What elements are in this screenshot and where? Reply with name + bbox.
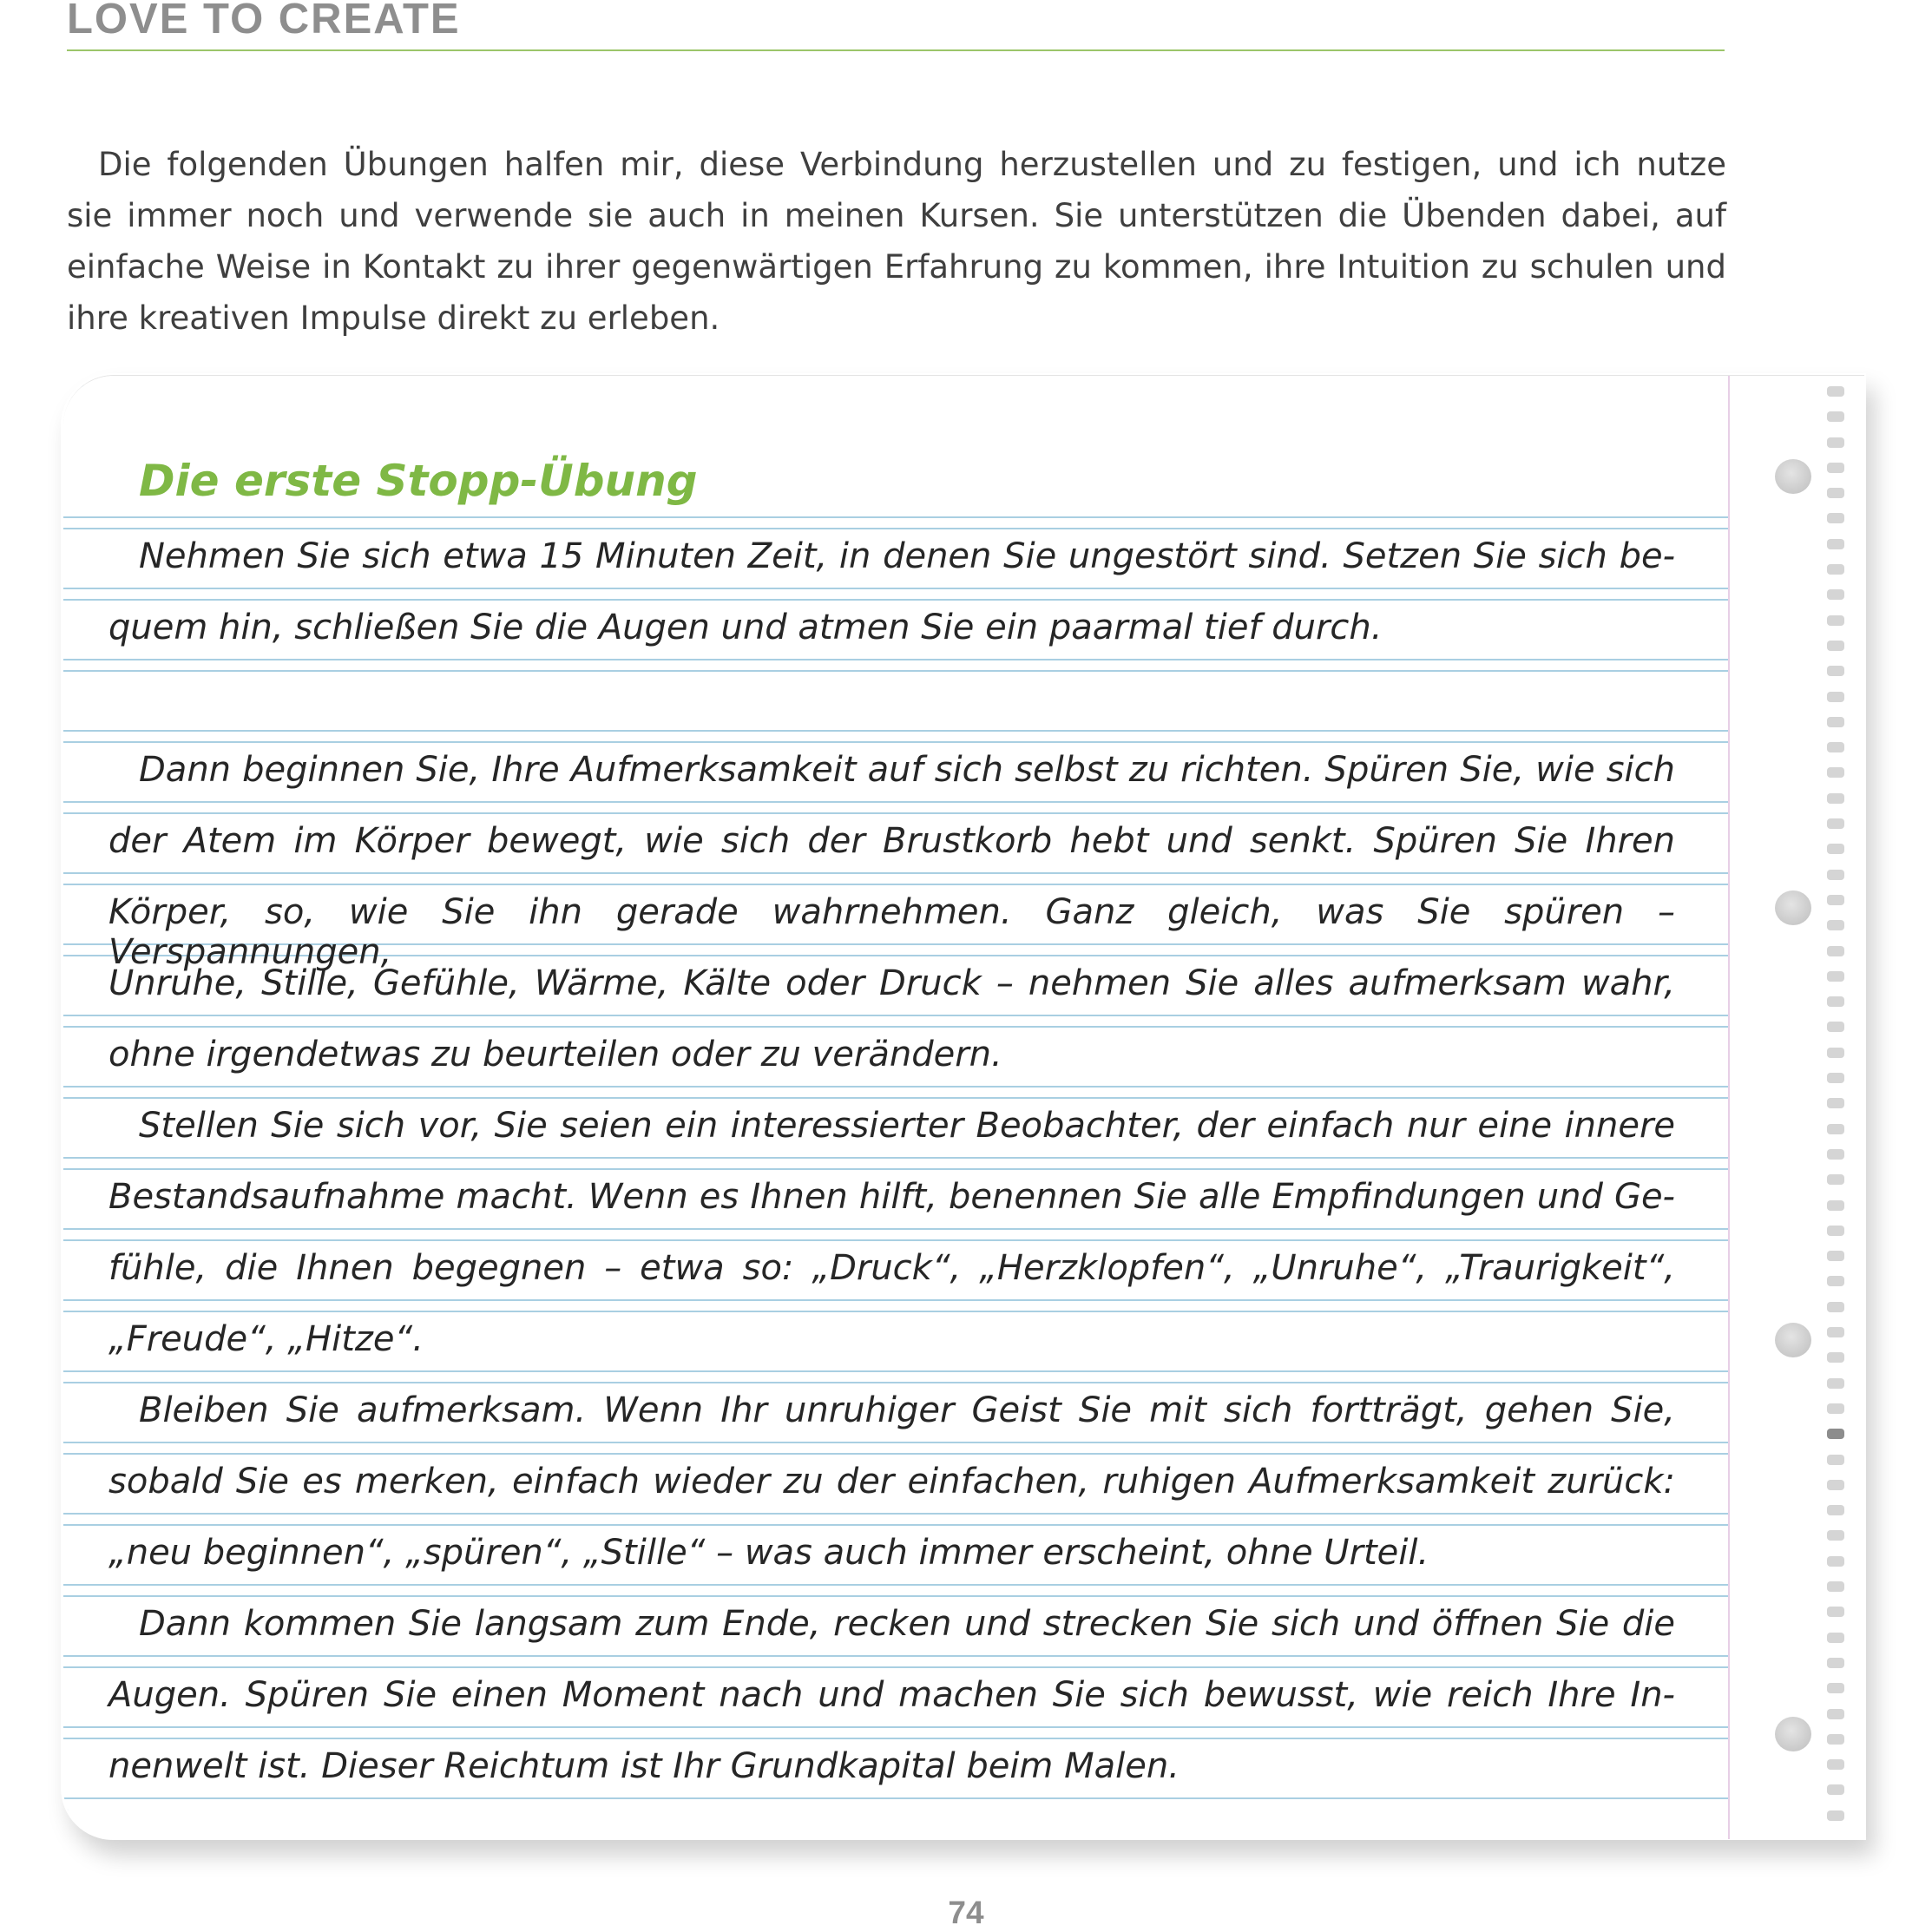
intro-line: ihre kreativen Impulse direkt zu erleben. bbox=[67, 299, 720, 337]
spiral-ring bbox=[1827, 1581, 1844, 1592]
spiral-ring bbox=[1827, 1149, 1844, 1160]
exercise-line: Dann kommen Sie langsam zum Ende, recken und strecken Sie sich und öffnen Sie die bbox=[139, 1604, 1675, 1644]
spiral-ring bbox=[1827, 1302, 1844, 1312]
spiral-ring bbox=[1827, 920, 1844, 930]
spiral-ring bbox=[1827, 1530, 1844, 1541]
spiral-ring bbox=[1827, 1658, 1844, 1668]
spiral-ring bbox=[1827, 564, 1844, 575]
exercise-line: ohne irgendetwas zu beurteilen oder zu verändern. bbox=[108, 1035, 1002, 1074]
spiral-ring bbox=[1827, 1124, 1844, 1134]
spiral-ring bbox=[1827, 1784, 1844, 1795]
exercise-line: Dann beginnen Sie, Ihre Aufmerksamkeit auf sich selbst zu richten. Spüren Sie, wie sich bbox=[139, 750, 1675, 790]
spiral-ring bbox=[1827, 1709, 1844, 1719]
spiral-ring bbox=[1827, 1174, 1844, 1185]
spiral-ring bbox=[1827, 818, 1844, 829]
exercise-line: Nehmen Sie sich etwa 15 Minuten Zeit, in denen Sie ungestört sind. Setzen Sie sich be- bbox=[139, 536, 1675, 576]
exercise-line: fühle, die Ihnen begegnen – etwa so: „Druck“, „Herzklopfen“, „Unruhe“, „Traurigkeit“, bbox=[108, 1248, 1675, 1288]
exercise-line: Bestandsaufnahme macht. Wenn es Ihnen hilft, benennen Sie alle Empfindungen und Ge- bbox=[108, 1177, 1675, 1217]
spiral-ring bbox=[1827, 1048, 1844, 1058]
spiral-ring bbox=[1827, 437, 1844, 448]
spiral-ring bbox=[1827, 1098, 1844, 1108]
spiral-ring bbox=[1827, 971, 1844, 982]
spiral-ring bbox=[1827, 386, 1844, 397]
punch-hole bbox=[1775, 1717, 1811, 1751]
exercise-line: Augen. Spüren Sie einen Moment nach und machen Sie sich bewusst, wie reich Ihre In- bbox=[108, 1675, 1675, 1715]
page-number: 74 bbox=[948, 1895, 984, 1930]
spiral-ring bbox=[1827, 1633, 1844, 1643]
spiral-ring bbox=[1827, 717, 1844, 727]
spiral-ring bbox=[1827, 463, 1844, 473]
spiral-ring bbox=[1827, 1251, 1844, 1261]
header-rule bbox=[67, 49, 1725, 51]
exercise-line: nenwelt ist. Dieser Reichtum ist Ihr Grundkapital beim Malen. bbox=[108, 1746, 1180, 1786]
intro-line: einfache Weise in Kontakt zu ihrer gegenwärtigen Erfahrung zu kommen, ihre Intuition zu schulen und bbox=[67, 248, 1726, 286]
exercise-line: sobald Sie es merken, einfach wieder zu der einfachen, ruhigen Aufmerksamkeit zurück: bbox=[108, 1462, 1675, 1502]
spiral-ring bbox=[1827, 692, 1844, 702]
spiral-ring bbox=[1827, 513, 1844, 523]
spiral-ring bbox=[1827, 488, 1844, 498]
exercise-title: Die erste Stopp-Übung bbox=[139, 456, 698, 506]
spiral-ring bbox=[1827, 1759, 1844, 1770]
spiral-ring bbox=[1827, 793, 1844, 804]
margin-line bbox=[1728, 376, 1730, 1839]
spiral-ring bbox=[1827, 1022, 1844, 1032]
card-bottom bbox=[63, 1804, 1864, 1839]
spiral-ring bbox=[1827, 615, 1844, 626]
spiral-ring bbox=[1827, 844, 1844, 854]
spiral-ring bbox=[1827, 666, 1844, 676]
spiral-ring bbox=[1827, 1073, 1844, 1083]
spiral-ring bbox=[1827, 1480, 1844, 1490]
exercise-line: der Atem im Körper bewegt, wie sich der Brustkorb hebt und senkt. Spüren Sie Ihren bbox=[108, 821, 1675, 861]
spiral-ring bbox=[1827, 1276, 1844, 1286]
spiral-ring bbox=[1827, 1556, 1844, 1567]
spiral-ring bbox=[1827, 1378, 1844, 1389]
spiral-ring bbox=[1827, 767, 1844, 778]
punch-hole bbox=[1775, 1323, 1811, 1357]
exercise-line: Stellen Sie sich vor, Sie seien ein interessierter Beobachter, der einfach nur eine innere bbox=[139, 1106, 1675, 1146]
punch-hole bbox=[1775, 459, 1811, 494]
spiral-ring bbox=[1827, 895, 1844, 905]
spiral-ring bbox=[1827, 411, 1844, 422]
spiral-ring bbox=[1827, 1200, 1844, 1211]
spiral-ring bbox=[1827, 1683, 1844, 1693]
intro-line: sie immer noch und verwende sie auch in meinen Kursen. Sie unterstützen die Übenden dabei, auf bbox=[67, 197, 1726, 234]
spiral-ring bbox=[1827, 1352, 1844, 1363]
exercise-line: Unruhe, Stille, Gefühle, Wärme, Kälte oder Druck – nehmen Sie alles aufmerksam wahr, bbox=[108, 963, 1675, 1003]
spiral-ring bbox=[1827, 1327, 1844, 1337]
spiral-ring bbox=[1827, 996, 1844, 1007]
spiral-ring bbox=[1827, 1455, 1844, 1465]
spiral-ring bbox=[1827, 742, 1844, 752]
intro-paragraph bbox=[67, 139, 1726, 344]
spiral-ring bbox=[1827, 1226, 1844, 1236]
exercise-line: quem hin, schließen Sie die Augen und atmen Sie ein paarmal tief durch. bbox=[108, 608, 1383, 647]
exercise-line: Bleiben Sie aufmerksam. Wenn Ihr unruhiger Geist Sie mit sich fortträgt, gehen Sie, bbox=[139, 1390, 1675, 1430]
spiral-ring bbox=[1827, 1505, 1844, 1515]
intro-line: Die folgenden Übungen halfen mir, diese Verbindung herzustellen und zu festigen, und ich nutze bbox=[98, 146, 1726, 183]
spiral-ring bbox=[1827, 1403, 1844, 1414]
spiral-ring bbox=[1827, 946, 1844, 956]
spiral-ring bbox=[1827, 539, 1844, 549]
spiral-ring bbox=[1827, 1429, 1844, 1439]
spiral-ring bbox=[1827, 1607, 1844, 1617]
running-header: LOVE TO CREATE bbox=[67, 0, 461, 43]
spiral-ring bbox=[1827, 589, 1844, 600]
spiral-ring bbox=[1827, 870, 1844, 880]
spiral-ring bbox=[1827, 1810, 1844, 1821]
spiral-ring bbox=[1827, 1734, 1844, 1745]
exercise-line: „Freude“, „Hitze“. bbox=[108, 1319, 424, 1359]
spiral-ring bbox=[1827, 641, 1844, 651]
punch-hole bbox=[1775, 890, 1811, 925]
exercise-line: Körper, so, wie Sie ihn gerade wahrnehmen. Ganz gleich, was Sie spüren – Verspannungen, bbox=[108, 892, 1675, 972]
exercise-line: „neu beginnen“, „spüren“, „Stille“ – was auch immer erscheint, ohne Urteil. bbox=[108, 1533, 1429, 1573]
